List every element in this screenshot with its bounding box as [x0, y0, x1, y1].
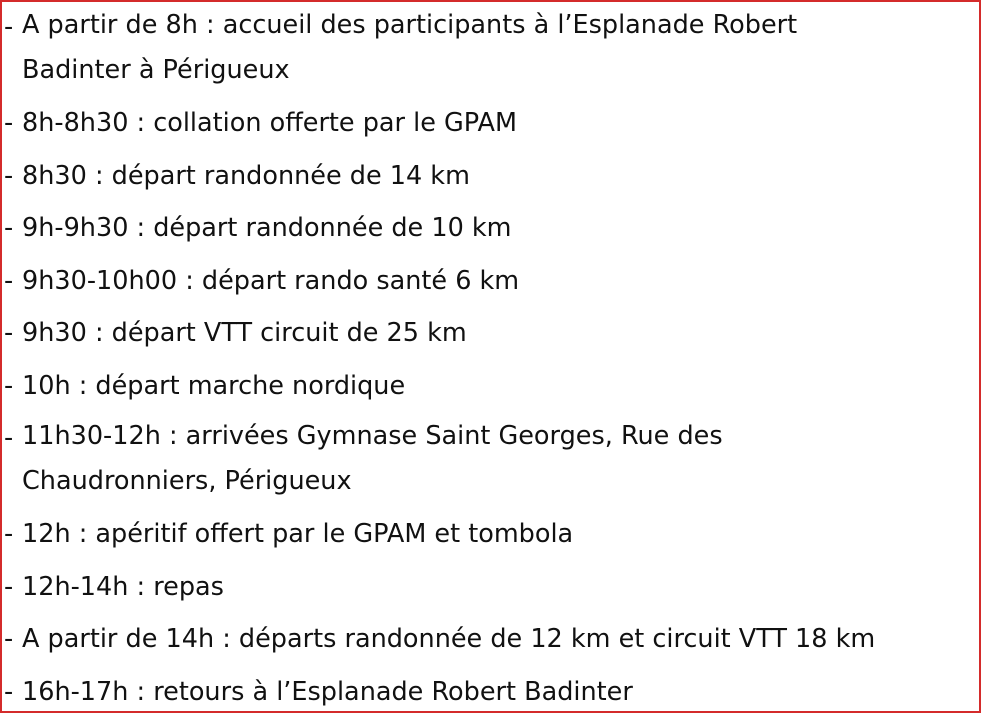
schedule-item-text: 12h : apéritif offert par le GPAM et tombola: [22, 519, 574, 549]
schedule-item: [4, 258, 976, 305]
list-dash: -: [4, 519, 14, 549]
schedule-item: [4, 4, 976, 94]
list-dash: -: [4, 318, 14, 348]
schedule-item: [4, 153, 976, 200]
schedule-item-text: A partir de 14h : départs randonnée de 12 km et circuit VTT 18 km: [22, 624, 876, 654]
schedule-item: [4, 363, 976, 410]
schedule-item: [4, 205, 976, 252]
schedule-item: [4, 415, 976, 505]
schedule-item-text: 16h-17h : retours à l’Esplanade Robert Badinter: [22, 676, 633, 707]
list-dash: -: [4, 370, 14, 401]
schedule-item-text-continued: Chaudronniers, Périgueux: [22, 466, 352, 496]
schedule-item-text: 10h : départ marche nordique: [22, 370, 406, 401]
schedule-item: [4, 100, 976, 147]
schedule-item: [4, 310, 976, 357]
list-dash: -: [4, 108, 14, 138]
list-dash: -: [4, 265, 14, 296]
schedule-item-text: A partir de 8h : accueil des participants à l’Esplanade Robert: [22, 10, 798, 40]
schedule-item-text: 9h30-10h00 : départ rando santé 6 km: [22, 265, 520, 296]
list-dash: -: [4, 676, 14, 707]
list-dash: -: [4, 571, 14, 602]
schedule-item-text: 12h-14h : repas: [22, 571, 224, 602]
list-dash: -: [4, 213, 14, 243]
list-dash: -: [4, 624, 14, 654]
list-dash: -: [4, 423, 14, 453]
list-dash: -: [4, 160, 14, 191]
schedule-item-text: 8h30 : départ randonnée de 14 km: [22, 160, 470, 191]
schedule-item-text: 9h-9h30 : départ randonnée de 10 km: [22, 213, 512, 243]
schedule-item-text: 9h30 : départ VTT circuit de 25 km: [22, 318, 467, 348]
schedule-item-text: 8h-8h30 : collation offerte par le GPAM: [22, 108, 517, 138]
schedule-item: [4, 511, 976, 558]
schedule-item: [4, 669, 976, 716]
schedule-item-text: 11h30-12h : arrivées Gymnase Saint Georges, Rue des: [22, 421, 723, 451]
schedule-list: [4, 4, 976, 716]
schedule-item: [4, 616, 976, 663]
list-dash: -: [4, 12, 14, 42]
schedule-item: [4, 564, 976, 611]
schedule-item-text-continued: Badinter à Périgueux: [22, 55, 290, 85]
